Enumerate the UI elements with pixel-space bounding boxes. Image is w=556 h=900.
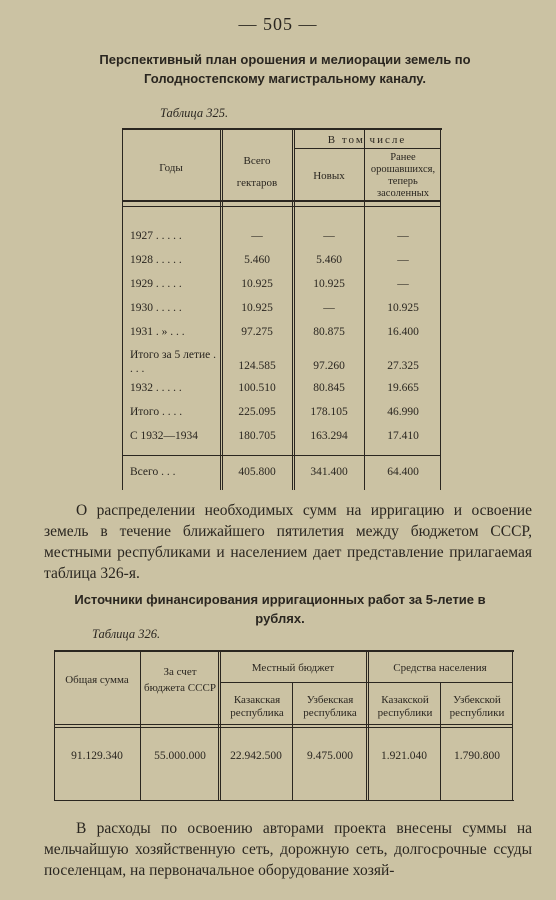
value-kazakh-republic: 22.942.500 xyxy=(230,750,282,762)
cell-prev: — xyxy=(397,278,409,290)
cell-total: 10.925 xyxy=(241,278,273,290)
rule xyxy=(220,130,221,490)
row-year: Итого за 5 летие . . . . xyxy=(130,349,217,375)
cell-prev: 64.400 xyxy=(387,466,419,478)
cell-total: 124.585 xyxy=(238,360,276,372)
row-year: 1928 . . . . . xyxy=(130,254,182,266)
cell-prev: 17.410 xyxy=(387,430,419,442)
cell-total: 100.510 xyxy=(238,382,276,394)
value-total-sum: 91.129.340 xyxy=(71,750,123,762)
rule xyxy=(294,148,440,149)
header-uzbek-republic: Узбекская республика xyxy=(303,694,357,719)
header-uzbek-republic-2: Узбекской республики xyxy=(449,694,505,719)
table-326-label: Таблица 326. xyxy=(92,627,161,641)
cell-new: 97.260 xyxy=(313,360,345,372)
row-year: 1929 . . . . . xyxy=(130,278,182,290)
header-local-budget: Местный бюджет xyxy=(251,662,335,674)
cell-prev: — xyxy=(397,254,409,266)
row-year: 1930 . . . . . xyxy=(130,302,182,314)
rule xyxy=(122,206,440,207)
cell-total: 180.705 xyxy=(238,430,276,442)
header-new: Новых xyxy=(313,170,345,182)
paragraph-1: О распределении необходимых сумм на ирригацию и освоение земель в течение ближайшего пятилетия между бюджетом СССР, местными республиками и населением дает представление прилагаемая таблица 326-я. xyxy=(44,502,532,582)
header-ussr-budget: За счет бюджета СССР xyxy=(144,666,216,694)
value-ussr-budget: 55.000.000 xyxy=(154,750,206,762)
rule xyxy=(512,652,513,800)
row-year: 1931 . » . . . xyxy=(130,326,185,338)
cell-new: 80.875 xyxy=(313,326,345,338)
page-number: — 505 — xyxy=(238,14,318,34)
cell-new: — xyxy=(323,230,335,242)
cell-prev: 19.665 xyxy=(387,382,419,394)
header-including: В том числе xyxy=(327,134,407,146)
table-325 xyxy=(122,128,442,490)
table-326 xyxy=(54,650,514,801)
header-kazakh-republic-2: Казакской республики xyxy=(377,694,433,719)
cell-total: 10.925 xyxy=(241,302,273,314)
rule xyxy=(366,652,367,800)
cell-new: 80.845 xyxy=(313,382,345,394)
value-uzbek-republic-2: 1.790.800 xyxy=(454,750,500,762)
rule xyxy=(218,652,219,800)
cell-total: 97.275 xyxy=(241,326,273,338)
cell-total: 5.460 xyxy=(244,254,270,266)
cell-new: 163.294 xyxy=(310,430,348,442)
header-kazakh-republic: Казакская республика xyxy=(230,694,284,719)
cell-prev: 46.990 xyxy=(387,406,419,418)
header-previous: Ранее орошавшихся, теперь засоленных xyxy=(370,152,436,199)
cell-prev: 27.325 xyxy=(387,360,419,372)
value-kazakh-republic-2: 1.921.040 xyxy=(381,750,427,762)
rule xyxy=(54,724,512,725)
header-total: Всего гектаров xyxy=(236,155,278,189)
rule xyxy=(364,130,365,490)
table-325-label: Таблица 325. xyxy=(160,106,229,120)
rule xyxy=(292,130,293,490)
rule xyxy=(292,682,293,800)
cell-prev: — xyxy=(397,230,409,242)
row-year: 1932 . . . . . xyxy=(130,382,182,394)
rule xyxy=(54,727,512,728)
row-year: 1927 . . . . . xyxy=(130,230,182,242)
paragraph-2: В расходы по освоению авторами проекта внесены суммы на мельчайшую хозяйственную сеть, дорожную сеть, долгосрочные ссуды поселенцам, на первоначальное оборудование хозяй- xyxy=(44,820,532,879)
table-325-title: Перспективный план орошения и мелиорации земель по Голодностепскому магистральному каналу. xyxy=(99,52,471,86)
rule xyxy=(140,652,141,800)
rule xyxy=(122,200,440,202)
rule xyxy=(122,455,440,456)
rule xyxy=(220,682,512,683)
value-uzbek-republic: 9.475.000 xyxy=(307,750,353,762)
header-years: Годы xyxy=(159,162,183,174)
cell-new: 5.460 xyxy=(316,254,342,266)
row-total-label: Всего . . . xyxy=(130,466,176,478)
rule xyxy=(440,682,441,800)
table-326-title: Источники финансирования ирригационных работ за 5-летие в рублях. xyxy=(74,592,486,626)
cell-prev: 16.400 xyxy=(387,326,419,338)
cell-new: 341.400 xyxy=(310,466,348,478)
cell-prev: 10.925 xyxy=(387,302,419,314)
cell-new: 10.925 xyxy=(313,278,345,290)
row-year: Итого . . . . xyxy=(130,406,183,418)
cell-total: 405.800 xyxy=(238,466,276,478)
cell-total: — xyxy=(251,230,263,242)
cell-new: — xyxy=(323,302,335,314)
header-total-sum: Общая сумма xyxy=(65,674,129,686)
cell-total: 225.095 xyxy=(238,406,276,418)
cell-new: 178.105 xyxy=(310,406,348,418)
row-year: С 1932—1934 xyxy=(130,430,199,442)
rule xyxy=(122,130,123,490)
header-population-funds: Средства населения xyxy=(393,662,487,674)
rule xyxy=(440,130,441,490)
